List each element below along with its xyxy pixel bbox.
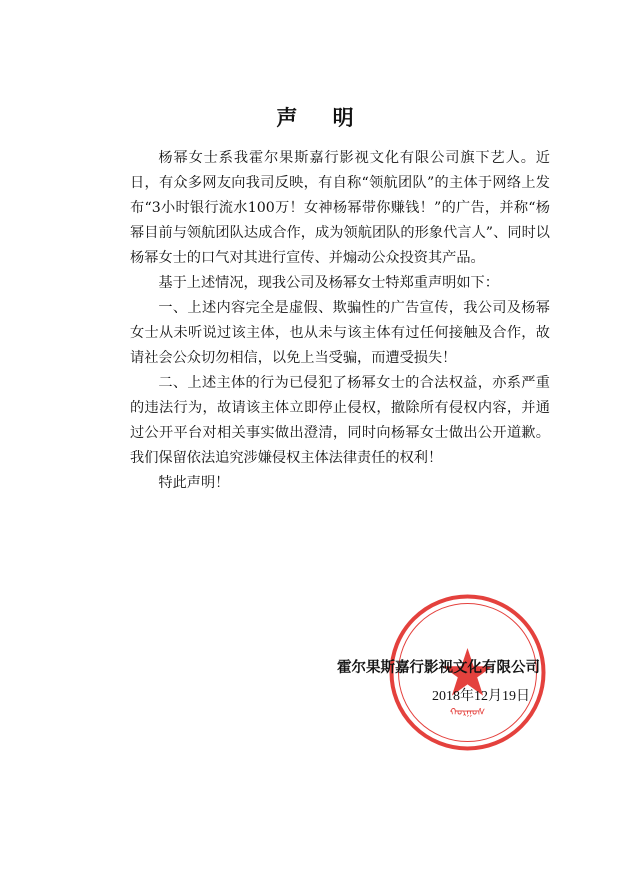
paragraph-point-one: 一、上述内容完全是虚假、欺骗性的广告宣传，我公司及杨幂女士从未听说过该主体，也从未与该主体有过任何接触及合作，故请社会公众切勿相信，以免上当受骗，而遭受损失！ [130,300,550,366]
paragraph-point-two: 二、上述主体的行为已侵犯了杨幂女士的合法权益，亦系严重的违法行为，故请该主体立即停止侵权，撤除所有侵权内容，并通过公开平台对相关事实做出澄清，同时向杨幂女士做出公开道歉。我们保留依法追究涉嫌侵权主体法律责任的权利！ [130,375,550,466]
seal-pattern-glyphs: ᠬᠣᠷᠭᠣᠰ [449,707,486,718]
document-body [130,146,550,496]
signature-company: 霍尔果斯嘉行影视文化有限公司 [337,660,540,676]
document-title: 声 明 [276,105,368,130]
paragraph-closing: 特此声明！ [158,475,230,491]
paragraph-declaration-lead: 基于上述情况，现我公司及杨幂女士特郑重声明如下： [158,275,499,291]
paragraph-intro: 杨幂女士系我霍尔果斯嘉行影视文化有限公司旗下艺人。近日，有众多网友向我司反映，有自称“领航团队”的主体于网络上发布“3小时银行流水100万！女神杨幂带你赚钱！”的广告，并称“杨幂目前与领航团队达成合作，成为领航团队的形象代言人”、同时以杨幂女士的口气对其进行宣传、并煽动公众投资其产品。 [130,150,550,266]
signature-date: 2018年12月19日 [432,689,530,704]
